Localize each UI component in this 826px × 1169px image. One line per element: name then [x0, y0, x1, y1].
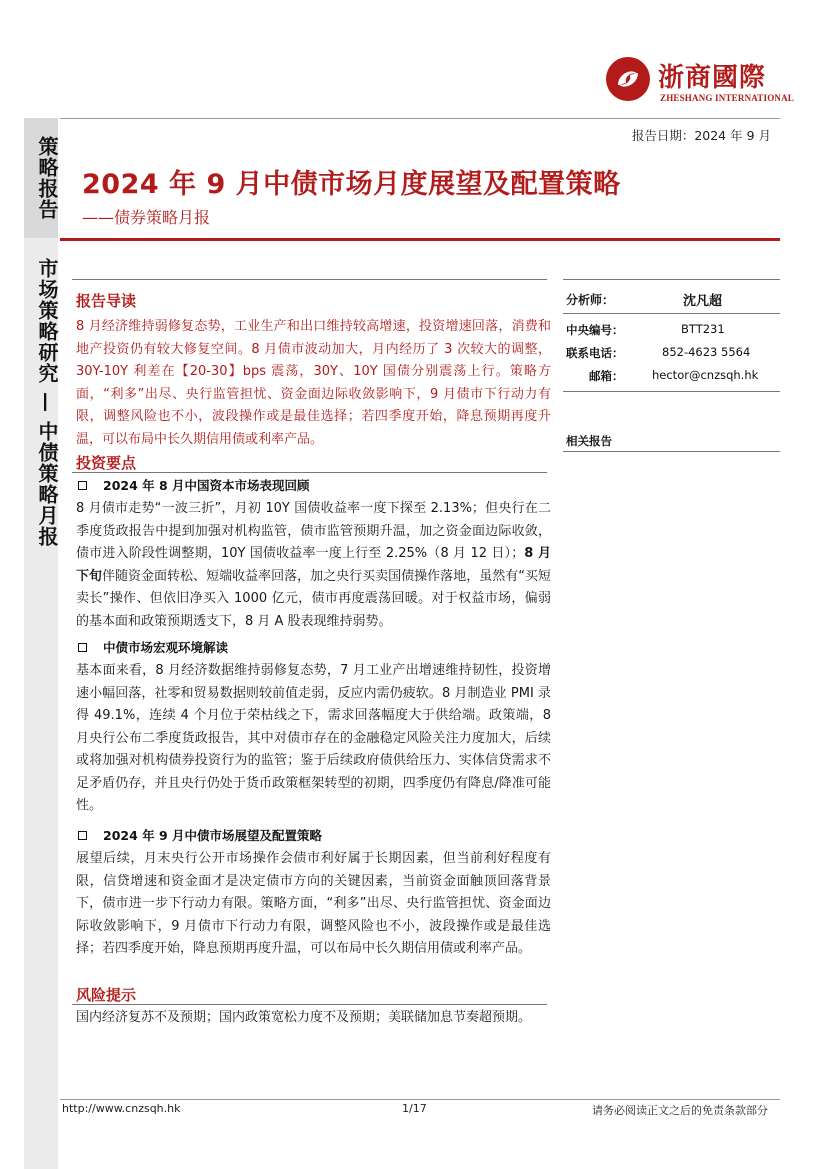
info-divider — [563, 313, 780, 314]
risk-text: 国内经济复苏不及预期；国内政策宽松力度不及预期；美联储加息节奏超预期。 — [76, 1010, 532, 1025]
info-divider — [563, 451, 780, 452]
page-title: 2024 年 9 月中债市场月度展望及配置策略 — [82, 169, 621, 200]
section-divider — [72, 1004, 547, 1005]
footer-divider — [60, 1099, 780, 1100]
page-number: 1/17 — [402, 1102, 427, 1115]
side-tab-category-text: 策略报告 — [35, 136, 59, 220]
key-point-text: 8 月债市走势“一波三折”，月初 10Y 国债收益率一度下探至 2.13%；但央行在二季度货政报告中提到加强对机构监管，债市监管预期升温，加之资金面边际收敛，债市进入阶段性调整期，10Y 国债收益率一度上行至 2.25%（8 月 12 日）；8 月下旬伴随资金面转松、短端收益率回落，加之央行买卖国债操作落地，虽然有“买短卖长”操作、但依旧净买入 1000 亿元，债市再度震荡回暖。对于权益市场，偏弱的基本面和政策预期透支下，8 月 A 股表现维持弱势。 — [76, 501, 551, 629]
section-heading-risk: 风险提示 — [76, 986, 137, 1004]
footer-disclaimer: 请务必阅读正文之后的免责条款部分 — [592, 1104, 768, 1117]
side-tab-series — [24, 238, 58, 1169]
info-divider — [563, 279, 780, 280]
key-point-text: 展望后续，月末央行公开市场操作会债市利好属于长期因素，但当前利好程度有限，信贷增速和资金面才是决定债市方向的关键因素，当前资金面触顶回落背景下，债市进一步下行动力有限。策略方面，“利多”出尽、央行监管担忧、资金面边际收敛影响下，9 月债市下行动力有限，调整风险也不小，波段操作或是最佳选择；若四季度开始，降息预期再度升温，可以布局中长久期信用债或利率产品。 — [76, 851, 551, 956]
checkbox-bullet-icon — [78, 831, 87, 840]
guide-text: 8 月经济维持弱修复态势，工业生产和出口维持较高增速，投资增速回落，消费和地产投资仍有较大修复空间。8 月债市波动加大，月内经历了 3 次较大的调整，30Y-10Y 利差在【20-30】bps 震荡，30Y、10Y 国债分别震荡上行。策略方面，“利多”出尽、央行监管担忧、资金面边际收敛影响下，9 月债市下行动力有限，调整风险也不小，波段操作或是最佳选择；若四季度开始，降息预期再度升温，可以布局中长久期信用债或利率产品。 — [76, 319, 551, 447]
brand-logo-icon — [604, 55, 652, 103]
analyst-phone-label: 联系电话： — [566, 346, 624, 360]
analyst-email-link[interactable]: hector@cnzsqh.hk — [652, 368, 759, 382]
page-subtitle: ——债券策略月报 — [82, 208, 211, 227]
key-point-title: 中债市场宏观环境解读 — [78, 638, 228, 656]
analyst-phone-value: 852-4623 5564 — [662, 345, 751, 359]
analyst-name: 沈凡超 — [683, 294, 723, 309]
side-tab-category — [24, 118, 58, 238]
related-reports-label: 相关报告 — [566, 434, 612, 448]
title-divider — [60, 238, 780, 241]
analyst-label: 分析师： — [566, 293, 615, 307]
brand-name-cn: 浙商國際 — [658, 63, 767, 93]
section-divider — [72, 279, 547, 280]
header-divider — [60, 118, 780, 119]
report-date: 报告日期：2024 年 9 月 — [631, 128, 771, 143]
section-divider — [72, 472, 547, 473]
info-divider — [563, 391, 780, 392]
key-point-title: 2024 年 8 月中国资本市场表现回顾 — [78, 476, 310, 494]
key-point-text: 基本面来看，8 月经济数据维持弱修复态势，7 月工业产出增速维持韧性，投资增速小幅回落，社零和贸易数据则较前值走弱，反应内需仍疲软。8 月制造业 PMI 录得 49.1%，连续 4 个月位于荣枯线之下，需求回落幅度大于供给端。政策端，8 月央行公布二季度货政报告，其中对债市存在的金融稳定风险关注力度加大，后续或将加强对机构债券投资行为的监管；鉴于后续政府债供给压力、实体信贷需求不足矛盾仍存，并且央行仍处于货币政策框架转型的初期，四季度仍有降息/降准可能性。 — [76, 663, 551, 813]
analyst-id-value: BTT231 — [681, 322, 725, 336]
checkbox-bullet-icon — [78, 643, 87, 652]
section-heading-key-points: 投资要点 — [76, 454, 137, 472]
checkbox-bullet-icon — [78, 481, 87, 490]
brand-logo — [604, 55, 795, 111]
side-tab-series-text: 市场策略研究 — 中债策略月报 — [35, 258, 59, 547]
section-heading-guide: 报告导读 — [76, 292, 137, 310]
analyst-email-label: 邮箱： — [589, 369, 624, 383]
brand-name-en: ZHESHANG INTERNATIONAL — [660, 93, 795, 103]
key-point-title: 2024 年 9 月中债市场展望及配置策略 — [78, 826, 322, 844]
analyst-id-label: 中央编号： — [566, 323, 624, 337]
footer-url-link[interactable]: http://www.cnzsqh.hk — [62, 1102, 181, 1115]
